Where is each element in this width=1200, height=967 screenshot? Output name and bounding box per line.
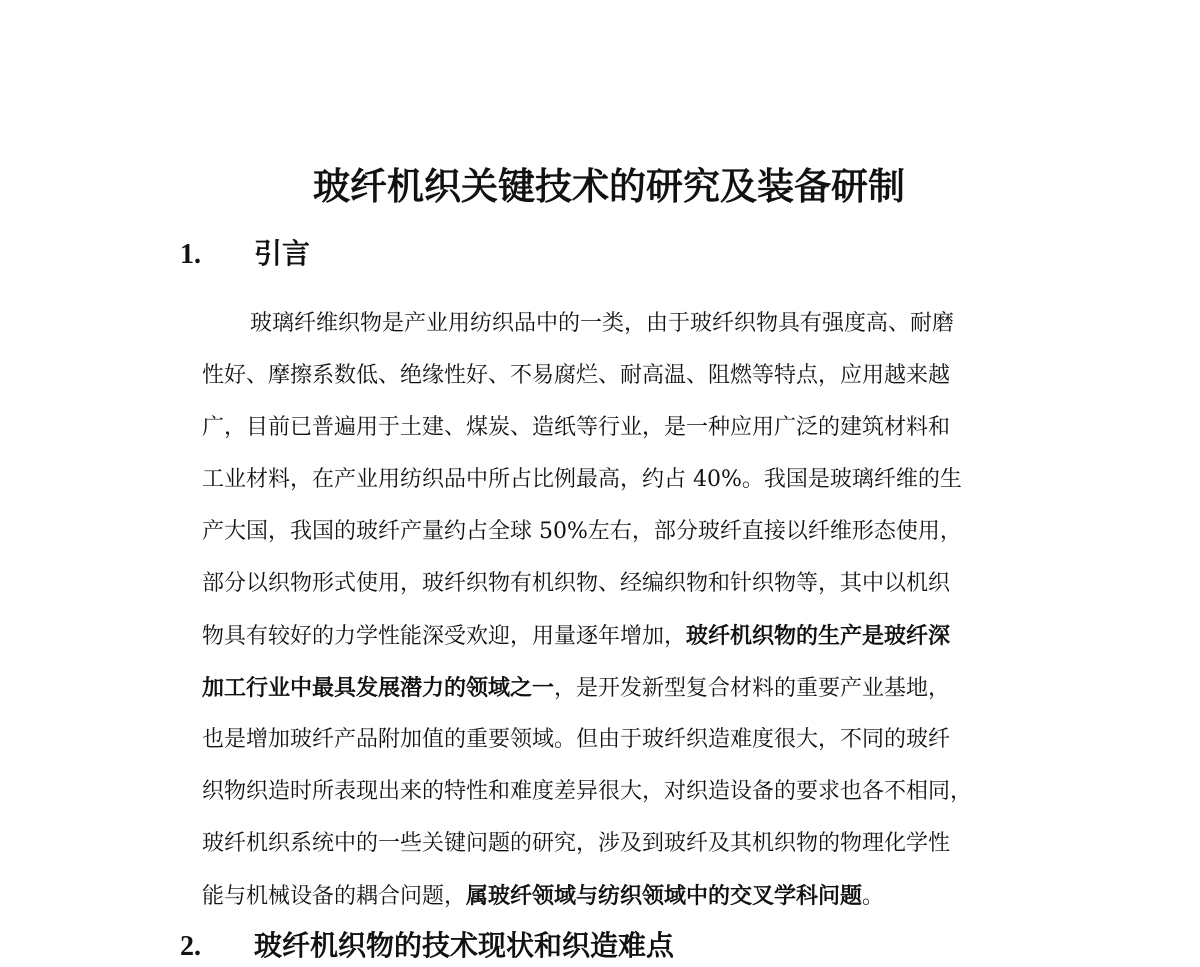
text-run: ，是开发新型复合材料的重要产业基地， (554, 676, 951, 701)
text-run: 广，目前已普遍用于土建、煤炭、造纸等行业，是一种应用广泛的建筑材料和 (202, 415, 951, 440)
text-run: 织物织造时所表现出来的特性和难度差异很大，对织造设备的要求也各不相同， (202, 779, 973, 804)
paragraph-line (202, 714, 1022, 766)
paragraph-line (202, 350, 1022, 402)
paragraph-line (202, 870, 1022, 922)
paragraph-line (202, 610, 1022, 662)
paragraph-line (202, 662, 1022, 714)
text-run: 产大国，我国的玻纤产量约占全球 50%左右，部分玻纤直接以纤维形态使用， (202, 519, 962, 544)
text-run: 玻纤机织系统中的一些关键问题的研究，涉及到玻纤及其机织物的物理化学性 (202, 831, 951, 856)
text-run: 。 (862, 884, 885, 909)
section-heading-introduction (180, 234, 310, 275)
emphasized-text: 属玻纤领域与纺织领域中的交叉学科问题 (466, 883, 863, 909)
text-run: 能与机械设备的耦合问题， (202, 884, 467, 909)
paragraph-line (202, 558, 1022, 610)
paragraph-line (202, 506, 1022, 558)
text-run: 物具有较好的力学性能深受欢迎，用量逐年增加， (202, 624, 687, 649)
paragraph-line (202, 818, 1022, 870)
section-title: 引言 (254, 237, 311, 270)
paragraph-line (202, 454, 1022, 506)
emphasized-text: 加工行业中最具发展潜力的领域之一 (202, 675, 555, 701)
paragraph-line (202, 766, 1022, 818)
text-run: 性好、摩擦系数低、绝缘性好、不易腐烂、耐高温、阻燃等特点，应用越来越 (202, 363, 951, 388)
section-title: 玻纤机织物的技术现状和织造难点 (254, 929, 675, 962)
introduction-paragraph (202, 298, 1022, 922)
paragraph-line (202, 402, 1022, 454)
text-run: 部分以织物形式使用，玻纤织物有机织物、经编织物和针织物等，其中以机织 (202, 571, 951, 596)
section-number: 2. (180, 931, 201, 962)
text-run: 也是增加玻纤产品附加值的重要领域。但由于玻纤织造难度很大，不同的玻纤 (202, 727, 951, 752)
text-run: 玻璃纤维织物是产业用纺织品中的一类，由于玻纤织物具有强度高、耐磨 (250, 311, 955, 336)
text-run: 工业材料，在产业用纺织品中所占比例最高，约占 40%。我国是玻璃纤维的生 (202, 467, 962, 492)
section-number: 1. (180, 239, 201, 270)
paragraph-line (202, 298, 1022, 350)
emphasized-text: 玻纤机织物的生产是玻纤深 (686, 623, 951, 649)
section-heading-tech-status (180, 926, 674, 967)
document-title: 玻纤机织关键技术的研究及装备研制 (313, 164, 905, 208)
